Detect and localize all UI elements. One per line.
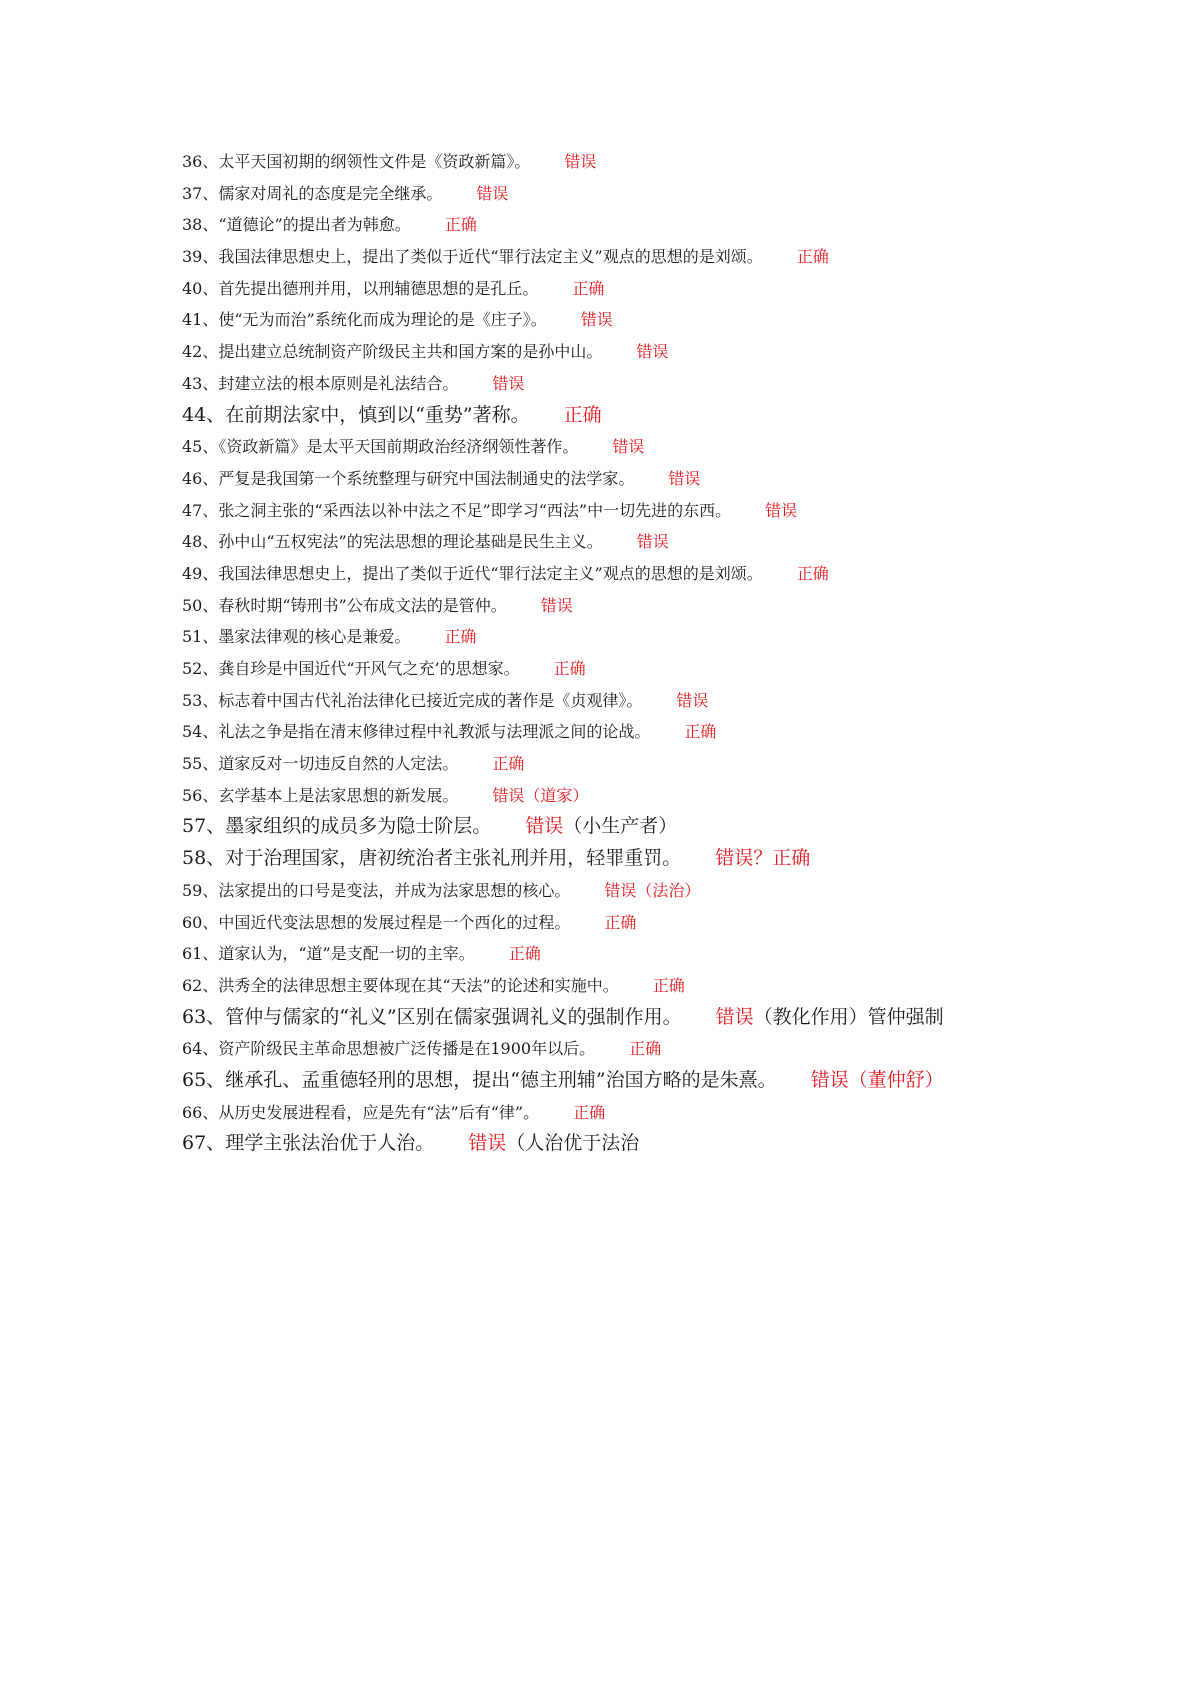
question-item: [182, 368, 1162, 400]
question-statement: 提出建立总统制资产阶级民主共和国方案的是孙中山。: [218, 342, 603, 362]
question-statement: 资产阶级民主革命思想被广泛传播是在1900年以后。: [218, 1039, 596, 1059]
question-statement: 道家反对一切违反自然的人定法。: [218, 754, 459, 774]
answer-label: 错误（法治）: [604, 880, 701, 900]
question-statement: 墨家组织的成员多为隐士阶层。: [225, 815, 492, 838]
question-item: [182, 875, 1162, 907]
question-number: 38、: [182, 215, 219, 235]
answer-label: 正确: [684, 722, 717, 742]
question-item: [182, 1033, 1162, 1065]
question-item: [182, 178, 1162, 210]
question-number: 65、: [182, 1068, 226, 1091]
question-statement: 对于治理国家，唐初统治者主张礼刑并用，轻罪重罚。: [225, 847, 682, 870]
question-number: 62、: [182, 975, 219, 995]
question-statement: 龚自珍是中国近代“开风气之充’的思想家。: [218, 659, 520, 678]
answer-label: 错误: [540, 595, 573, 615]
question-item: [182, 1097, 1162, 1129]
answer-label: 正确: [629, 1039, 662, 1059]
answer-label: 正确: [652, 975, 685, 995]
answer-label: 错误（道家）: [492, 785, 589, 805]
question-statement: 法家提出的口号是变法，并成为法家思想的核心。: [218, 880, 571, 900]
question-statement: 继承孔、孟重德轻刑的思想，提出“德主刑辅”治国方略的是朱熹。: [225, 1068, 777, 1091]
question-item: [182, 273, 1162, 305]
question-number: 61、: [182, 944, 219, 964]
question-statement: 洪秀全的法律思想主要体现在其“天法”的论述和实施中。: [218, 975, 619, 995]
question-number: 64、: [182, 1039, 219, 1059]
answer-label: 错误: [765, 500, 798, 520]
question-item: [182, 1065, 1162, 1097]
question-item: [182, 304, 1162, 336]
question-item: [182, 209, 1162, 241]
question-item: [182, 621, 1162, 653]
answer-label: 正确: [563, 403, 602, 426]
question-statement: 从历史发展进程看，应是先有“法”后有“律”。: [218, 1102, 540, 1122]
question-item: [182, 495, 1162, 527]
question-statement: 严复是我国第一个系统整理与研究中国法制通史的法学家。: [218, 468, 635, 488]
answer-label: 错误: [715, 1005, 754, 1028]
question-number: 54、: [182, 722, 219, 742]
question-item: [182, 748, 1162, 780]
question-item: [182, 1128, 1162, 1160]
question-list: [182, 146, 1162, 1160]
question-item: [182, 146, 1162, 178]
question-item: [182, 685, 1162, 717]
question-number: 55、: [182, 754, 219, 774]
answer-label: 正确: [508, 944, 541, 964]
answer-label: 正确: [553, 659, 586, 678]
question-statement: 道家认为，“道”是支配一切的主宰。: [218, 944, 475, 964]
question-statement: “道德论”的提出者为韩愈。: [218, 215, 411, 235]
answer-label: 错误: [468, 1132, 507, 1155]
question-item: [182, 843, 1162, 875]
answer-label: 错误: [612, 437, 645, 457]
question-statement: 管仲与儒家的“礼义”区别在儒家强调礼义的强制作用。: [225, 1005, 682, 1028]
question-number: 58、: [182, 847, 226, 870]
question-number: 51、: [182, 627, 219, 647]
question-item: [182, 463, 1162, 495]
question-item: [182, 653, 1162, 685]
answer-label: 正确: [492, 754, 525, 774]
question-statement: 我国法律思想史上，提出了类似于近代“罪行法定主义”观点的思想的是刘颂。: [218, 247, 763, 267]
question-statement: 春秋时期“铸刑书”公布成文法的是管仲。: [218, 595, 507, 615]
answer-label: 正确: [572, 278, 605, 298]
question-number: 41、: [182, 310, 219, 330]
question-item: [182, 241, 1162, 273]
question-statement: 理学主张法治优于人治。: [225, 1132, 435, 1155]
question-statement: 墨家法律观的核心是兼爱。: [218, 627, 411, 647]
answer-label: 正确: [573, 1102, 606, 1122]
question-number: 67、: [182, 1132, 226, 1155]
question-item: [182, 336, 1162, 368]
question-number: 48、: [182, 532, 219, 552]
answer-label: 错误: [676, 690, 709, 710]
question-number: 40、: [182, 278, 219, 298]
answer-label: 正确: [444, 215, 477, 235]
answer-label: 错误: [636, 342, 669, 362]
answer-label: 错误: [492, 373, 525, 393]
question-statement: 儒家对周礼的态度是完全继承。: [218, 183, 443, 203]
question-item: [182, 558, 1162, 590]
question-item: [182, 938, 1162, 970]
question-number: 56、: [182, 785, 219, 805]
answer-label: 错误: [476, 183, 509, 203]
answer-label: 错误: [525, 815, 564, 838]
question-number: 46、: [182, 468, 219, 488]
answer-note: （小生产者）: [563, 815, 678, 838]
question-number: 36、: [182, 152, 219, 171]
answer-note: （教化作用）管仲强制: [753, 1005, 944, 1028]
question-item: [182, 907, 1162, 939]
question-number: 45、: [182, 437, 219, 457]
question-number: 50、: [182, 595, 219, 615]
question-item: [182, 590, 1162, 622]
question-item: [182, 970, 1162, 1002]
question-number: 39、: [182, 247, 219, 267]
question-item: [182, 526, 1162, 558]
question-item: [182, 780, 1162, 812]
question-number: 63、: [182, 1005, 226, 1028]
question-statement: 我国法律思想史上，提出了类似于近代“罪行法定主义”观点的思想的是刘颂。: [218, 563, 763, 583]
question-number: 43、: [182, 373, 219, 393]
question-number: 59、: [182, 880, 219, 900]
answer-label: 错误？正确: [715, 847, 811, 870]
question-number: 42、: [182, 342, 219, 362]
question-statement: 孙中山“五权宪法”的宪法思想的理论基础是民生主义。: [218, 532, 603, 552]
question-statement: 《资政新篇》是太平天国前期政治经济纲领性著作。: [218, 437, 579, 457]
question-number: 57、: [182, 815, 226, 838]
question-number: 60、: [182, 912, 219, 932]
question-number: 66、: [182, 1102, 219, 1122]
answer-label: 正确: [604, 912, 637, 932]
answer-label: 正确: [796, 563, 829, 583]
question-statement: 首先提出德刑并用，以刑辅德思想的是孔丘。: [218, 278, 539, 298]
question-statement: 中国近代变法思想的发展过程是一个西化的过程。: [218, 912, 571, 932]
answer-label: 正确: [796, 247, 829, 267]
answer-label: 错误: [636, 532, 669, 552]
question-number: 37、: [182, 183, 219, 203]
question-statement: 标志着中国古代礼治法律化已接近完成的著作是《贞观律》。: [218, 690, 643, 710]
answer-label: 错误: [580, 310, 613, 330]
answer-note: （人治优于法治: [506, 1132, 640, 1155]
question-statement: 使“无为而治”系统化而成为理论的是《庄子》。: [218, 310, 547, 330]
answer-label: 错误（董仲舒）: [810, 1068, 944, 1091]
question-statement: 张之洞主张的“采西法以补中法之不足”即学习“西法”中一切先进的东西。: [218, 500, 732, 520]
question-statement: 礼法之争是指在清末修律过程中礼教派与法理派之间的论战。: [218, 722, 651, 742]
question-number: 53、: [182, 690, 219, 710]
question-number: 49、: [182, 563, 219, 583]
question-number: 44、: [182, 403, 226, 426]
question-item: [182, 431, 1162, 463]
question-statement: 在前期法家中，慎到以“重势”著称。: [225, 403, 530, 426]
question-item: [182, 400, 1162, 432]
question-statement: 封建立法的根本原则是礼法结合。: [218, 373, 459, 393]
answer-label: 错误: [564, 152, 597, 171]
question-statement: 太平天国初期的纲领性文件是《资政新篇》。: [218, 152, 531, 171]
question-item: [182, 811, 1162, 843]
question-statement: 玄学基本上是法家思想的新发展。: [218, 785, 459, 805]
answer-label: 错误: [668, 468, 701, 488]
question-number: 52、: [182, 659, 219, 678]
question-item: [182, 1002, 1162, 1034]
question-item: [182, 716, 1162, 748]
question-number: 47、: [182, 500, 219, 520]
answer-label: 正确: [444, 627, 477, 647]
